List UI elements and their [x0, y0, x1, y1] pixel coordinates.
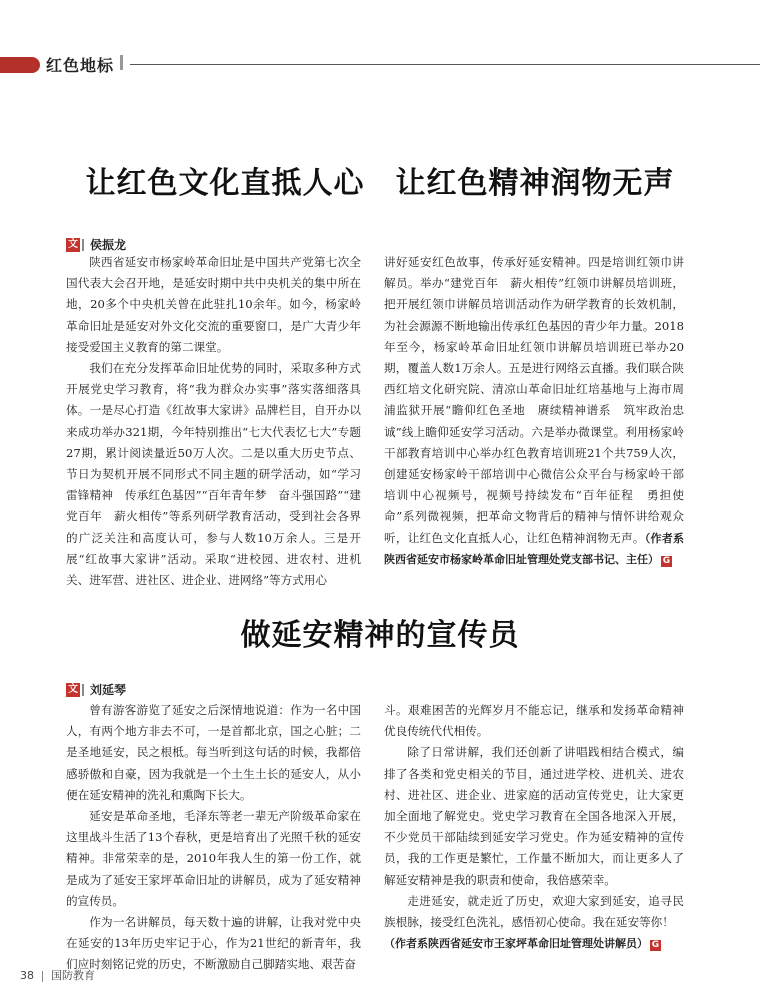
magazine-name: 国防教育 — [51, 969, 95, 982]
author-wen-icon: 文 — [68, 238, 78, 250]
article1-author-note: （作者系陕西省延安市杨家岭革命旧址管理处党支部书记、主任） — [384, 531, 684, 566]
header-rule — [130, 64, 760, 65]
footer-divider — [42, 971, 43, 982]
article2-right-column — [384, 700, 684, 954]
article1-author-name: 侯振龙 — [90, 238, 127, 252]
article2-paragraph: 曾有游客游览了延安之后深情地说道：作为一名中国人，有两个地方非去不可，一是首都北京，国之心脏；二是圣地延安，民之根柢。每当听到这句话的时候，我都倍感骄傲和自豪，因为我就是一个土生土长的延安人，从小便在延安精神的洗礼和熏陶下长大。 — [66, 703, 361, 802]
page-footer — [20, 967, 95, 983]
article2-title: 做延安精神的宣传员 — [240, 618, 520, 653]
article2-paragraph: 作为一名讲解员，每天数十遍的讲解，让我对党中央在延安的13年历史牢记于心，作为21世纪的新青年，我们应时刻铭记党的历史，不断激励自己脚踏实地、艰苦奋 — [66, 915, 361, 972]
section-tab-marker — [0, 57, 40, 73]
article1-paragraph: 我们在充分发挥革命旧址优势的同时，采取多种方式开展党史学习教育，将“我为群众办实事”落实落细落具体。一是尽心打造《红故事大家讲》品牌栏目，自开办以来成功举办321期，今年特别推出“七大代表忆七大”专题27期，累计阅读量近50万人次。二是以重大历史节点、节日为契机开展不同形式不同主题的研学活动，如“学习雷锋精神 传承红色基因”“百年青年梦 奋斗强国路”“建党百年 薪火相传”等系列研学教育活动，受到社会各界的广泛关注和高度认可，参与人数10万余人。三是开展“红故事大家讲”活动。采取“进校园、进农村、进机关、进军营、进社区、进企业、进网络”等方式用心 — [66, 361, 361, 588]
article2-author-note: （作者系陕西省延安市王家坪革命旧址管理处讲解员） — [384, 937, 648, 951]
article1-author — [66, 236, 126, 253]
section-label: 红色地标 — [46, 56, 115, 75]
article1-paragraph-continued — [384, 252, 684, 570]
end-mark-icon: G — [662, 555, 671, 566]
article2-author-name: 刘延琴 — [90, 683, 127, 697]
article1-title: 让红色文化直抵人心 让红色精神润物无声 — [85, 166, 675, 201]
article2-paragraph: 除了日常讲解，我们还创新了讲唱践相结合模式，编排了各类和党史相关的节目，通过进学校、进机关、进农村、进社区、进企业、进家庭的活动宣传党史，让大家更加全面地了解党史。党史学习教育在全国各地深入开展，不少党员干部陆续到延安学习党史。作为延安精神的宣传员，我的工作更是繁忙，工作量不断加大，而让更多人了解延安精神是我的职责和使命，我倍感荣幸。 — [384, 745, 684, 887]
section-header — [0, 49, 760, 79]
article1-paragraph: 陕西省延安市杨家岭革命旧址是中国共产党第七次全国代表大会召开地，是延安时期中共中央机关的集中所在地，20多个中央机关曾在此驻扎10余年。如今，杨家岭革命旧址是延安对外文化交流的重要窗口，是广大青少年接受爱国主义教育的第二课堂。 — [66, 255, 361, 354]
author-wen-icon: 文 — [68, 683, 78, 695]
article2-paragraph: 走进延安，就走近了历史，欢迎大家到延安，追寻民族根脉，接受红色洗礼，感悟初心使命。我在延安等你！ — [384, 893, 684, 930]
article2-author-note-line — [384, 933, 684, 954]
article1-left-column — [66, 252, 361, 591]
article2-paragraph-continued: 斗。艰难困苦的光辉岁月不能忘记，继承和发扬革命精神优良传统代代相传。 — [384, 703, 684, 739]
article2-paragraph: 延安是革命圣地，毛泽东等老一辈无产阶级革命家在这里战斗生活了13个春秋，更是培育出了光照千秋的延安精神。非常荣幸的是，2010年我人生的第一份工作，就是成为了延安王家坪革命旧址的讲解员，成为了延安精神的宣传员。 — [66, 809, 361, 908]
end-mark-icon: G — [651, 940, 660, 951]
page-number: 38 — [20, 969, 34, 982]
author-divider — [82, 684, 84, 696]
article1-paragraph-text: 讲好延安红色故事，传承好延安精神。四是培训红领巾讲解员。举办“建党百年 薪火相传”红领巾讲解员培训班，把开展红领巾讲解员培训活动作为研学教育的长效机制，为社会源源不断地输出传承红色基因的青少年力量。2018年至今，杨家岭革命旧址红领巾讲解员培训班已举办20期，覆盖人数1万余人。五是进行网络云直播。我们联合陕西红培文化研究院、清凉山革命旧址红培基地与上海市周浦监狱开展“瞻仰红色圣地 赓续精神谱系 筑牢政治忠诚”线上瞻仰延安学习活动。六是举办微课堂。利用杨家岭干部教育培训中心举办红色教育培训班21个共759人次，创建延安杨家岭干部培训中心微信公众平台与杨家岭干部培训中心视频号，视频号持续发布“百年征程 勇担使命”系列微视频，把革命文物背后的精神与情怀讲给观众听，让红色文化直抵人心，让红色精神润物无声。 — [384, 255, 684, 545]
author-divider — [82, 239, 84, 251]
section-divider — [120, 55, 123, 70]
article1-right-column — [384, 252, 684, 570]
article2-author — [66, 681, 126, 698]
article2-left-column — [66, 700, 361, 976]
